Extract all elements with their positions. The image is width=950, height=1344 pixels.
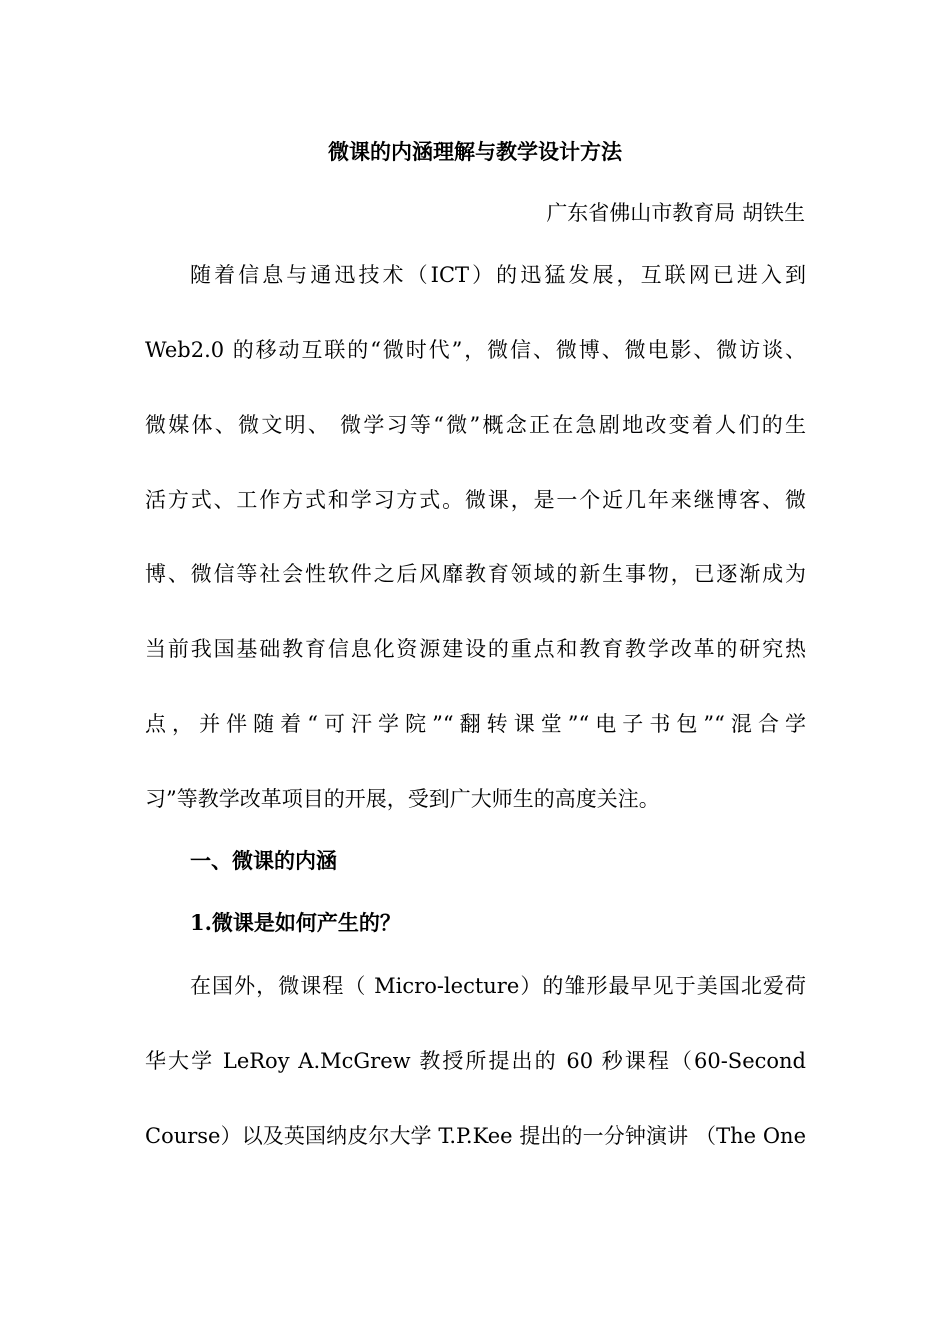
para2-line-1: 在国外，微课程（ Micro-lecture）的雏形最早见于美国北爱荷: [190, 974, 806, 998]
intro-line-4: 活方式、工作方式和学习方式。微课，是一个近几年来继博客、微: [145, 488, 806, 512]
para2-line-2: 华大学 LeRoy A.McGrew 教授所提出的 60 秒课程（60-Second: [145, 1049, 806, 1073]
intro-line-5: 博、微信等社会性软件之后风靡教育领域的新生事物，已逐渐成为: [145, 562, 806, 586]
subsection-heading: 1.微课是如何产生的？: [190, 910, 401, 935]
intro-line-3: 微媒体、微文明、 微学习等“微”概念正在急剧地改变着人们的生: [145, 413, 806, 437]
para2-line-3: Course）以及英国纳皮尔大学 T.P.Kee 提出的一分钟演讲 （The One: [145, 1124, 806, 1148]
intro-line-6: 当前我国基础教育信息化资源建设的重点和教育教学改革的研究热: [145, 637, 806, 661]
intro-line-8: 习”等教学改革项目的开展，受到广大师生的高度关注。: [145, 787, 660, 811]
intro-line-2: Web2.0 的移动互联的“微时代”，微信、微博、微电影、微访谈、: [145, 338, 806, 362]
intro-line-7: 点，并伴随着“可汗学院”“翻转课堂”“电子书包”“混合学: [145, 712, 806, 736]
section-heading: 一、微课的内涵: [190, 848, 337, 873]
intro-line-1: 随着信息与通迅技术（ICT）的迅猛发展，互联网已进入到: [190, 263, 806, 287]
document-title: 微课的内涵理解与教学设计方法: [328, 139, 622, 164]
document-author: 广东省佛山市教育局 胡铁生: [546, 201, 805, 225]
